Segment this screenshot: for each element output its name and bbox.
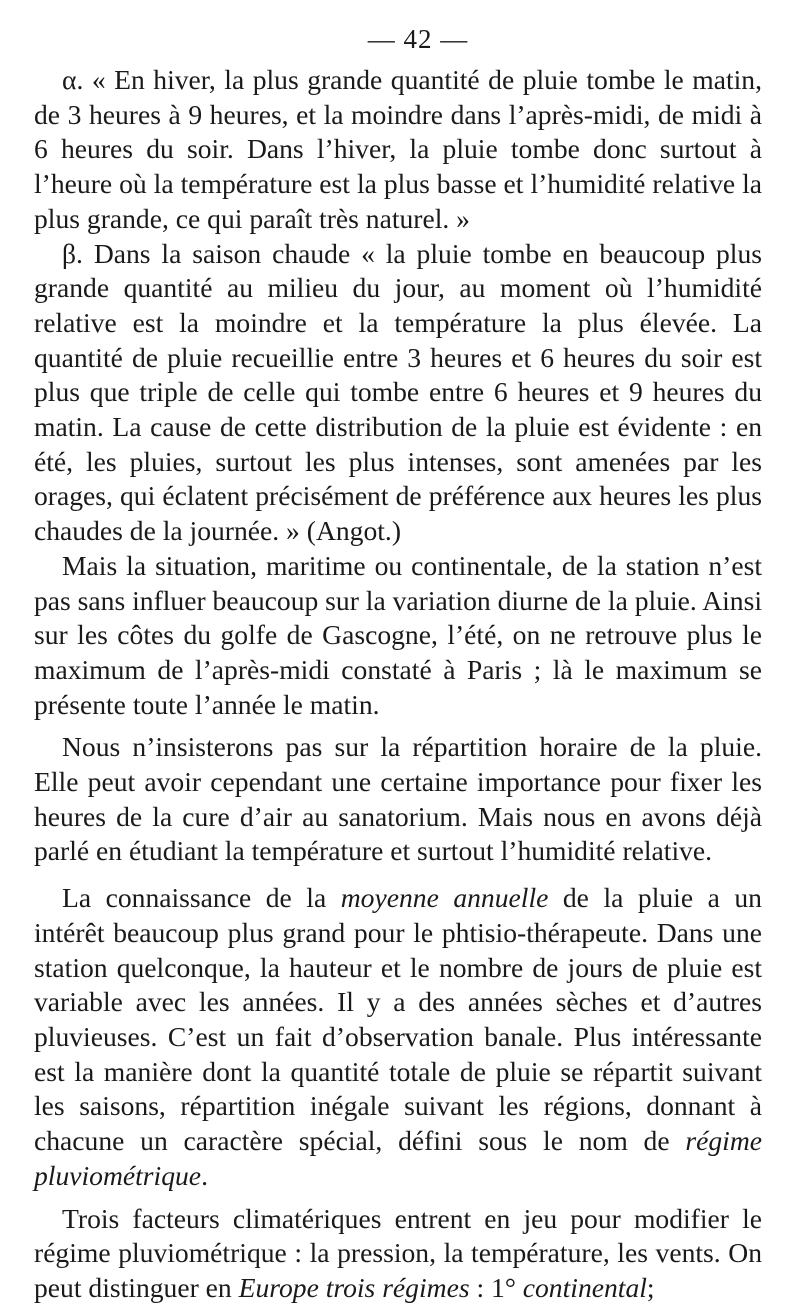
paragraph-text: ; (646, 1271, 655, 1303)
italic-term: continental (522, 1271, 647, 1303)
paragraph-text: de la pluie a un intérêt beaucoup plus grand pour le phtisio-thérapeute. Dans une station quelconque, la hauteur et le nombre de jours de pluie est variable avec les années. Il y a des années sèches et d’autres pluvieuses. C’est un fait d’observation banale. Plus intéressante est la manière dont la quantité totale de pluie se répartit suivant les saisons, répartition inégale suivant les régions, donnant à chacune un caractère spécial, défini sous le nom de (34, 882, 762, 1157)
paragraph-facteurs (34, 1202, 762, 1306)
paragraph-repartition-horaire: Nous n’insisterons pas sur la répartition horaire de la pluie. Elle peut avoir cependant une certaine importance pour fixer les heures de la cure d’air au sanatorium. Mais nous en avons déjà parlé en étudiant la température et surtout l’humidité relative. (34, 731, 762, 867)
paragraph-text: . (201, 1159, 208, 1191)
page-number: — 42 — (367, 24, 469, 54)
paragraph-situation: Mais la situation, maritime ou continentale, de la station n’est pas sans influer beaucoup sur la variation diurne de la pluie. Ainsi sur les côtes du golfe de Gascogne, l’été, on ne retrouve plus le maximum de l’après-midi constaté à Paris ; là le maximum se présente toute l’année le matin. (34, 549, 762, 720)
paragraph-text: La connaissance de la (62, 882, 341, 914)
paragraph-text: : 1° (469, 1271, 523, 1303)
paragraph-beta: β. Dans la saison chaude « la pluie tombe en beaucoup plus grande quantité au milieu du jour, au moment où l’humidité relative est la moindre et la température la plus élevée. La quantité de pluie recueillie entre 3 heures et 6 heures du soir est plus que triple de celle qui tombe entre 6 heures et 9 heures du matin. La cause de cette distribution de la pluie est évidente : en été, les pluies, surtout les plus intenses, sont amenées par les orages, qui éclatent précisément de préférence aux heures les plus chaudes de la journée. » (Angot.) (34, 237, 762, 547)
paragraph-alpha: α. « En hiver, la plus grande quantité de pluie tombe le matin, de 3 heures à 9 heures, et la moindre dans l’après-midi, de midi à 6 heures du soir. Dans l’hiver, la pluie tombe donc surtout à l’heure où la température est la plus basse et l’humidité relative la plus grande, ce qui paraît très naturel. » (34, 64, 762, 234)
paragraph-moyenne-annuelle (34, 881, 762, 1193)
paragraph-text: Trois facteurs climatériques entrent en jeu pour modifier le régime pluviométrique : la pression, la température, les vents. On peut distinguer en (34, 1202, 762, 1303)
italic-term: régime pluviométrique (34, 1125, 762, 1191)
italic-term: Europe trois régimes (238, 1271, 470, 1303)
italic-term: moyenne annuelle (340, 882, 549, 914)
